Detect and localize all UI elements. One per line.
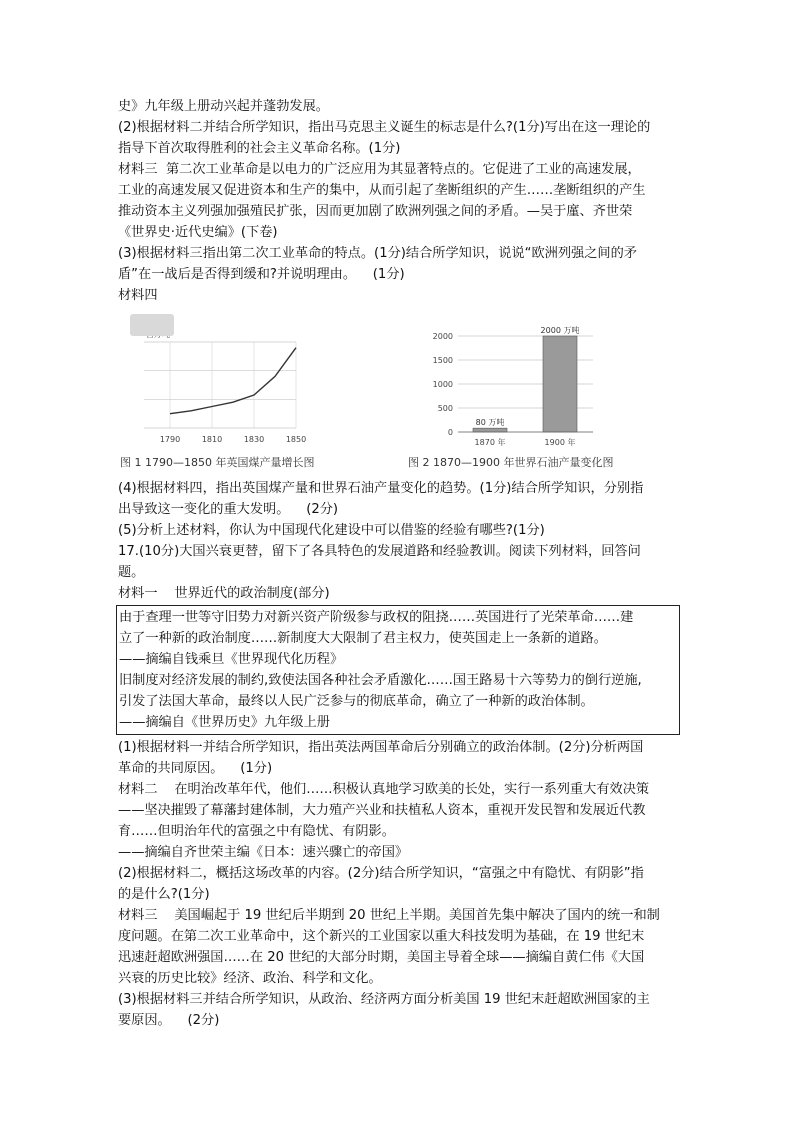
text-line: 度问题。在第二次工业革命中，这个新兴的工业国家以重大科技发明为基础，在 19 世纪末	[118, 929, 645, 944]
text-line: (2)根据材料二并结合所学知识，指出马克思主义诞生的标志是什么?(1分)写出在这一理论的	[118, 120, 651, 135]
charts-svg	[118, 306, 678, 478]
exam-page	[118, 96, 678, 1031]
text-line: ——摘编自齐世荣主编《日本：速兴骤亡的帝国》	[118, 845, 409, 860]
box-line: 引发了法国大革命，最终以人民广泛参与的彻底革命，确立了一种新的政治体制。	[119, 694, 594, 709]
blurred-watermark	[130, 314, 174, 336]
box-line: ——摘编自《世界历史》九年级上册	[119, 715, 330, 730]
text-block-bottom	[118, 737, 678, 1031]
text-line: 材料三 第二次工业革命是以电力的广泛应用为其显著特点的。它促进了工业的高速发展，	[118, 162, 641, 177]
box-line: 旧制度对经济发展的制约,致使法国各种社会矛盾激化……国王路易十六等势力的倒行逆施,	[119, 673, 642, 688]
text-line: (5)分析上述材料，你认为中国现代化建设中可以借鉴的经验有哪些?(1分)	[118, 523, 545, 538]
charts-area	[118, 306, 678, 478]
text-line: 兴衰的历史比较》经济、政治、科学和文化。	[118, 971, 382, 986]
text-line: 迅速赶超欧洲强国……在 20 世纪的大部分时期，美国主导着全球——摘编自黄仁伟《大国	[118, 950, 645, 965]
oil-chart	[408, 325, 613, 469]
text-line: 材料四	[118, 288, 158, 303]
y-tick-label: 1500	[432, 356, 453, 365]
text-line: ——坚决摧毁了幕藩封建体制，大力殖产兴业和扶植私人资本，重视开发民智和发展近代教	[118, 803, 646, 818]
y-tick-label: 1000	[432, 380, 453, 389]
text-block-middle	[118, 478, 678, 604]
text-line: 出导致这一变化的重大发明。 (2分)	[118, 502, 339, 517]
x-tick-label: 1810	[201, 435, 223, 444]
bar	[543, 336, 577, 432]
text-line: 《世界史·近代史编》(下卷)	[118, 225, 278, 240]
chart-title: 图 1 1790—1850 年英国煤产量增长图	[120, 456, 315, 469]
text-line: 材料三 美国崛起于 19 世纪后半期到 20 世纪上半期。美国首先集中解决了国内的统一和制	[118, 908, 660, 923]
y-tick-label: 2000	[432, 332, 453, 341]
x-tick-label: 1830	[243, 435, 265, 444]
x-tick-label: 1900 年	[544, 438, 576, 447]
text-line: 推动资本主义列强加强殖民扩张，因而更加剧了欧洲列强之间的矛盾。—吴于廑、齐世荣	[118, 204, 633, 219]
text-line: 材料二 在明治改革年代，他们……积极认真地学习欧美的长处，实行一系列重大有效决策	[118, 782, 650, 797]
x-tick-label: 1850	[285, 435, 307, 444]
x-tick-label: 1870 年	[474, 438, 506, 447]
text-line: 17.(10分)大国兴衰更替，留下了各具特色的发展道路和经验教训。阅读下列材料，回答问	[118, 544, 641, 559]
data-label: 80 万吨	[475, 418, 505, 428]
text-block-top	[118, 96, 678, 306]
text-line: 史》九年级上册动兴起并蓬勃发展。	[118, 99, 329, 114]
text-line: 题。	[118, 565, 145, 580]
text-line: 盾”在一战后是否得到缓和?并说明理由。 (1分)	[118, 267, 405, 282]
text-line: 要原因。 (2分)	[118, 1013, 220, 1028]
text-line: 革命的共同原因。 (1分)	[118, 761, 273, 776]
box-line: 由于查理一世等守旧势力对新兴资产阶级参与政权的阻挠……英国进行了光荣革命……建	[119, 610, 634, 625]
text-line: (4)根据材料四，指出英国煤产量和世界石油产量变化的趋势。(1分)结合所学知识，分别指	[118, 481, 644, 496]
box-line: 立了一种新的政治制度……新制度大大限制了君主权力，使英国走上一条新的道路。	[119, 631, 607, 646]
text-line: 材料一 世界近代的政治制度(部分)	[118, 586, 330, 601]
text-line: 工业的高速发展又促进资本和生产的集中，从而引起了垄断组织的产生……垄断组织的产生	[118, 183, 646, 198]
text-line: (2)根据材料二，概括这场改革的内容。(2分)结合所学知识，“富强之中有隐忧、有阴影”指	[118, 866, 644, 881]
text-line: 指导下首次取得胜利的社会主义革命名称。(1分)	[118, 141, 401, 156]
text-line: (3)根据材料三并结合所学知识，从政治、经济两方面分析美国 19 世纪末赶超欧洲国家的主	[118, 992, 650, 1007]
material-one-box	[116, 605, 680, 735]
bar	[473, 428, 507, 432]
text-line: 育……但明治年代的富强之中有隐忧、有阴影。	[118, 824, 395, 839]
x-tick-label: 1790	[159, 435, 181, 444]
data-label: 2000 万吨	[540, 326, 580, 335]
y-tick-label: 500	[437, 404, 453, 413]
box-line: ——摘编自钱乘旦《世界现代化历程》	[119, 652, 344, 667]
coal-series-line	[170, 348, 296, 414]
text-line: (3)根据材料三指出第二次工业革命的特点。(1分)结合所学知识，说说“欧洲列强之间的矛	[118, 246, 637, 261]
text-line: 的是什么?(1分)	[118, 887, 210, 902]
chart-title: 图 2 1870—1900 年世界石油产量变化图	[408, 456, 614, 469]
coal-chart	[120, 329, 314, 469]
text-line: (1)根据材料一并结合所学知识，指出英法两国革命后分别确立的政治体制。(2分)分析两国	[118, 740, 644, 755]
y-tick-label: 0	[447, 428, 453, 437]
